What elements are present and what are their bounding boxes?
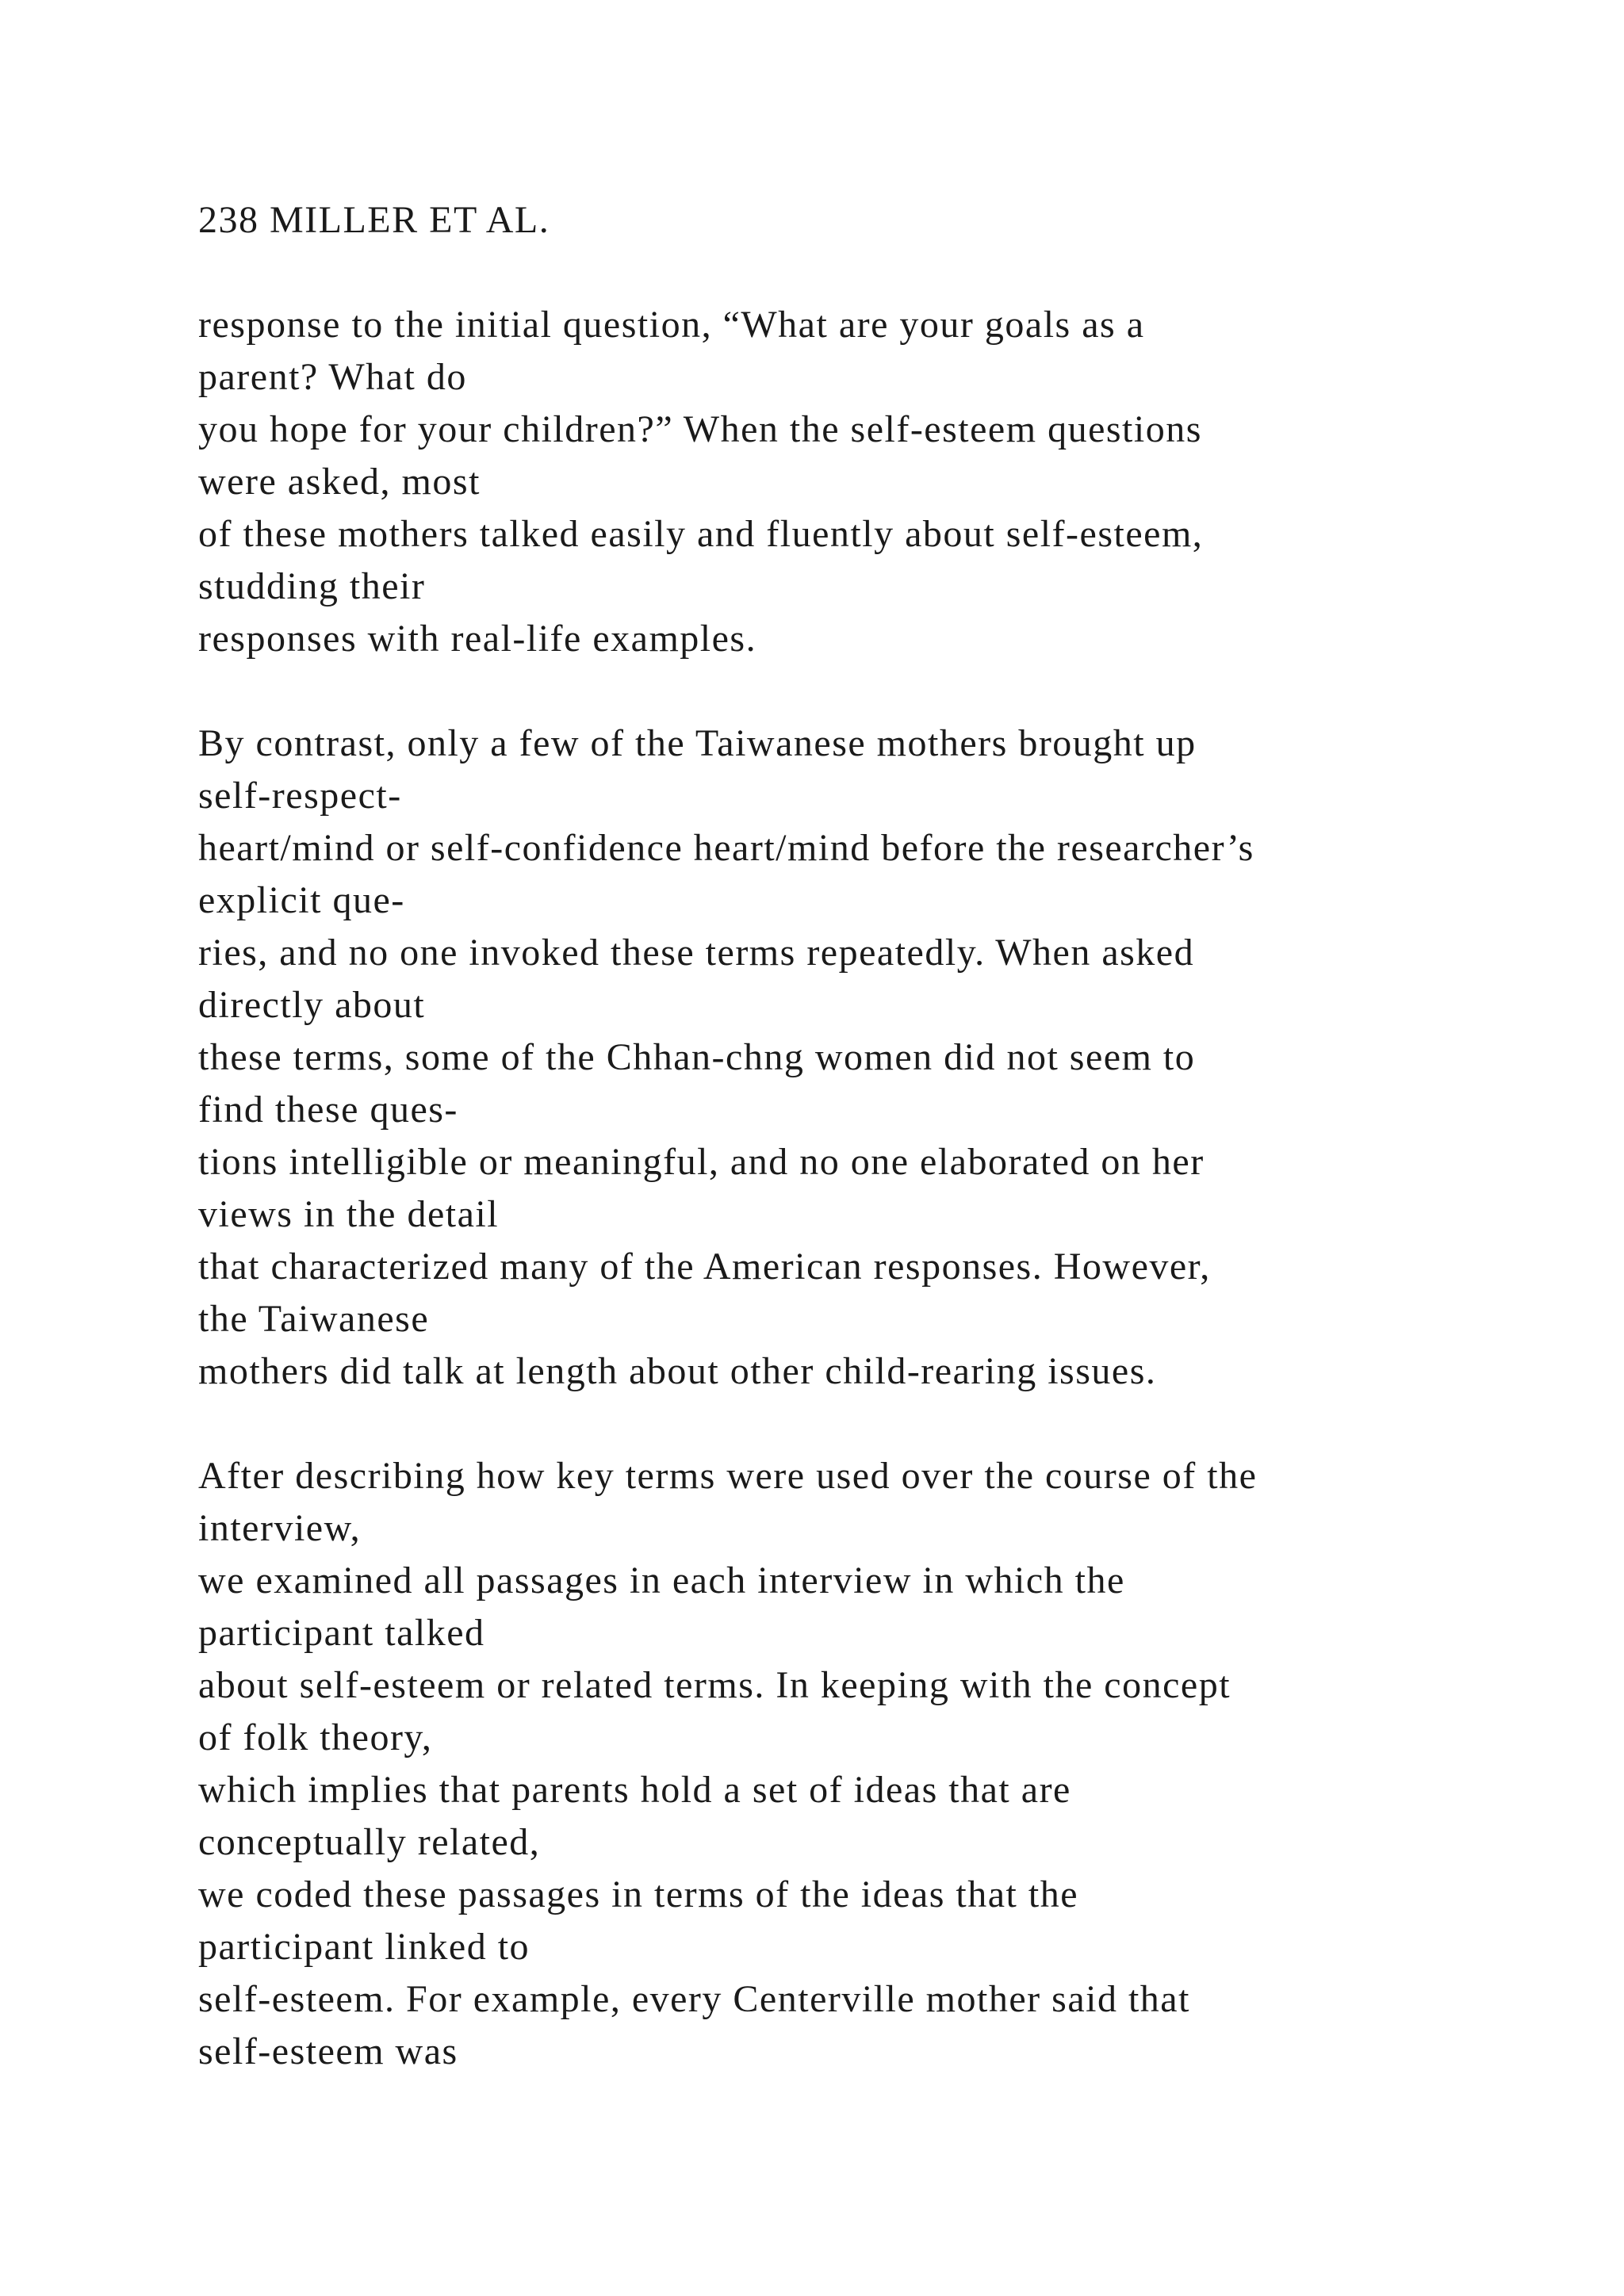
text-line: interview,: [198, 1507, 362, 1549]
paragraph-3: [198, 1450, 1546, 2078]
text-line: we coded these passages in terms of the ideas that the: [198, 1873, 1078, 1915]
text-line: you hope for your children?” When the self-esteem questions: [198, 408, 1202, 450]
text-line: the Taiwanese: [198, 1298, 430, 1340]
text-line: explicit que-: [198, 879, 405, 921]
paragraph-2: [198, 718, 1546, 1398]
spacer: [198, 247, 1546, 299]
text-line: ries, and no one invoked these terms repeatedly. When asked: [198, 932, 1195, 974]
running-header: 238 MILLER ET AL.: [198, 199, 550, 241]
text-line: responses with real-life examples.: [198, 618, 757, 660]
text-line: mothers did talk at length about other child-rearing issues.: [198, 1350, 1157, 1392]
document-text: [198, 194, 1546, 2078]
spacer: [198, 1398, 1546, 1450]
text-line: tions intelligible or meaningful, and no one elaborated on her: [198, 1141, 1205, 1183]
text-line: about self-esteem or related terms. In keeping with the concept: [198, 1664, 1231, 1706]
text-line: directly about: [198, 984, 426, 1026]
text-line: participant talked: [198, 1612, 485, 1654]
text-line: that characterized many of the American responses. However,: [198, 1246, 1211, 1288]
text-line: participant linked to: [198, 1926, 530, 1968]
text-line: these terms, some of the Chhan-chng women did not seem to: [198, 1036, 1196, 1078]
text-line: of these mothers talked easily and fluently about self-esteem,: [198, 513, 1204, 555]
text-line: which implies that parents hold a set of ideas that are: [198, 1769, 1071, 1811]
text-line: views in the detail: [198, 1193, 500, 1235]
text-line: After describing how key terms were used over the course of the: [198, 1455, 1258, 1497]
text-line: we examined all passages in each interview in which the: [198, 1559, 1125, 1601]
text-line: self-esteem. For example, every Centerville mother said that: [198, 1978, 1190, 2020]
text-line: self-respect-: [198, 775, 402, 817]
text-line: heart/mind or self-confidence heart/mind before the researcher’s: [198, 827, 1254, 869]
text-line: By contrast, only a few of the Taiwanese mothers brought up: [198, 722, 1197, 764]
spacer: [198, 665, 1546, 718]
text-line: find these ques-: [198, 1089, 458, 1131]
text-line: parent? What do: [198, 356, 467, 398]
text-line: self-esteem was: [198, 2030, 458, 2072]
text-line: response to the initial question, “What are your goals as a: [198, 304, 1145, 346]
text-line: conceptually related,: [198, 1821, 541, 1863]
text-line: of folk theory,: [198, 1716, 433, 1758]
text-line: studding their: [198, 565, 426, 607]
text-line: were asked, most: [198, 461, 481, 503]
paragraph-1: [198, 299, 1546, 665]
